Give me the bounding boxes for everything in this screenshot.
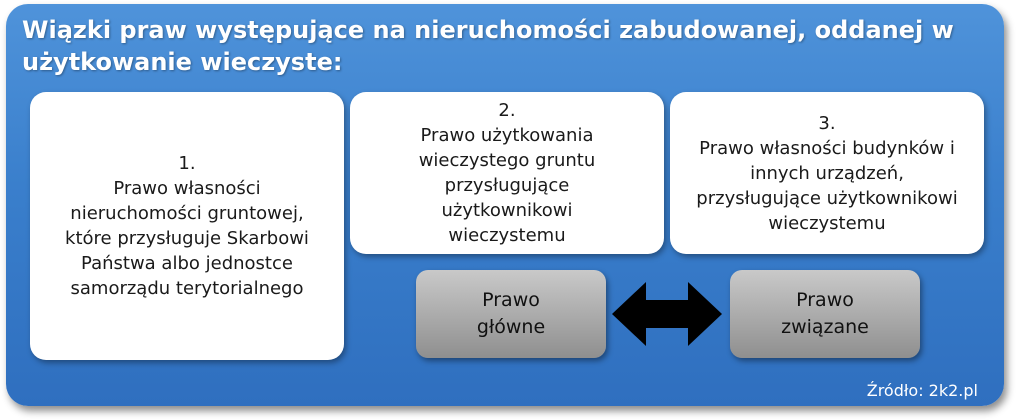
right-box-3-text: Prawo własności budynków i innych urządzeń, przysługujące użytkownikowi wieczystemu xyxy=(696,137,958,234)
source-label: Źródło: 2k2.pl xyxy=(866,381,978,400)
diagram-title: Wiązki praw występujące na nieruchomości zabudowanej, oddanej w użytkowanie wieczyste: xyxy=(22,16,954,76)
right-box-1-text: Prawo własności nieruchomości gruntowej, które przysługuje Skarbowi Państwa albo jednostce samorządu terytorialnego xyxy=(65,178,309,299)
related-right-box xyxy=(730,270,920,358)
right-box-2-text: Prawo użytkowania wieczystego gruntu przysługujące użytkownikowi wieczystemu xyxy=(418,125,596,246)
right-box-3 xyxy=(670,92,984,254)
right-box-1 xyxy=(30,92,344,360)
double-arrow-icon xyxy=(612,282,722,346)
main-right-label: Prawo główne xyxy=(476,289,546,338)
right-box-2 xyxy=(350,92,664,254)
right-box-1-number: 1. xyxy=(178,153,196,174)
related-right-label: Prawo związane xyxy=(781,289,869,338)
right-box-3-number: 3. xyxy=(818,112,836,134)
main-right-box xyxy=(416,270,606,358)
right-box-2-number: 2. xyxy=(498,100,516,121)
